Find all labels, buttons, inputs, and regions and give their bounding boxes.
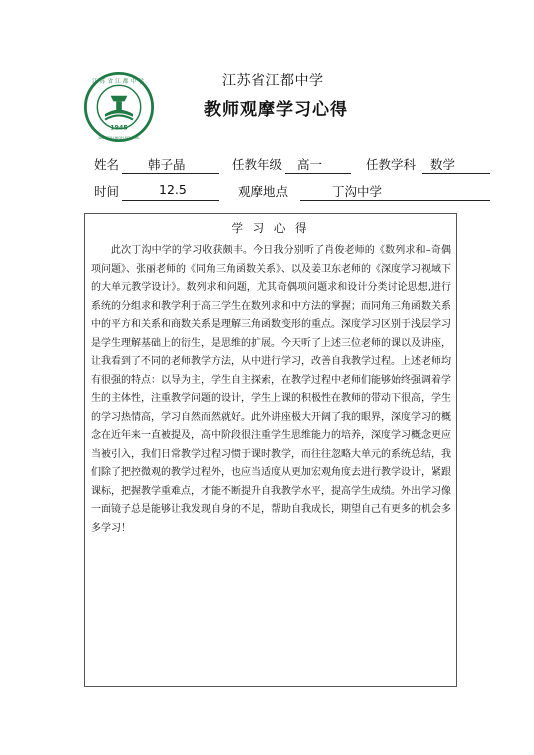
subject-underline xyxy=(422,173,490,174)
school-logo xyxy=(84,72,154,142)
document-title: 教师观摩学习心得 xyxy=(204,100,348,120)
name-underline xyxy=(122,173,219,174)
subject-label: 任教学科 xyxy=(366,157,417,172)
name-value: 韩子晶 xyxy=(148,157,186,172)
subject-value: 数学 xyxy=(430,157,456,172)
logo-year: 1945 xyxy=(110,124,128,132)
time-value: 12.5 xyxy=(159,182,187,197)
name-label: 姓名 xyxy=(94,157,120,172)
time-label: 时间 xyxy=(94,184,120,199)
notes-heading: 学 习 心 得 xyxy=(231,221,310,235)
place-value: 丁沟中学 xyxy=(332,184,383,199)
logo-top-text: 江苏省江都中学 xyxy=(92,79,146,86)
notes-body: 此次丁沟中学的学习收获颇丰。今日我分别听了肖俊老师的《数列求和–奇偶项问题》、张丽老师的《同角三角函数关系》、以及姜卫东老师的《深度学习视域下的大单元教学设计》。数列求和问题，尤其奇偶项问题求和设计分类讨论思想,进行系统的分组求和教学利于高三学生在数列求和中方法的掌握；而同角三角函数关系中的平方和关系和商数关系是理解三角函数变形的重点。深度学习区别于浅层学习是学生理解基础上的衍生，是思维的扩展。今天听了上述三位老师的课以及讲座，让我看到了不同的老师教学方法，从中进行学习，改善自我教学过程。上述老师均有很强的特点：以导为主，学生自主探索，在教学过程中老师们能够始终强调着学生的主体性，注重教学问题的设计，学生上课的积极性在教师的带动下很高，学生的学习热情高，学习自然而然就好。此外讲座极大开阔了我的眼界，深度学习的概念在近年来一直被提及，高中阶段很注重学生思维能力的培养，深度学习概念更应当被引入，我们日常教学过程习惯于课时教学，而往往忽略大单元的系统总结，我们除了把控微观的教学过程外，也应当适度从更加宏观角度去进行教学设计，紧跟课标，把握教学重难点，才能不断提升自我教学水平，提高学生成绩。外出学习像一面镜子总是能够让我发现自身的不足，帮助自我成长，期望自己有更多的机会多多学习！ xyxy=(91,245,451,534)
grade-value: 高一 xyxy=(297,157,323,172)
time-underline xyxy=(122,200,219,201)
notes-box xyxy=(84,213,457,687)
logo-bottom-text: JIANGDU HIGH SCHOOL xyxy=(98,136,140,141)
place-underline xyxy=(300,200,490,201)
place-label: 观摩地点 xyxy=(238,184,289,199)
grade-label: 任教年级 xyxy=(232,157,283,172)
grade-underline xyxy=(285,173,351,174)
school-name: 江苏省江都中学 xyxy=(222,73,324,89)
